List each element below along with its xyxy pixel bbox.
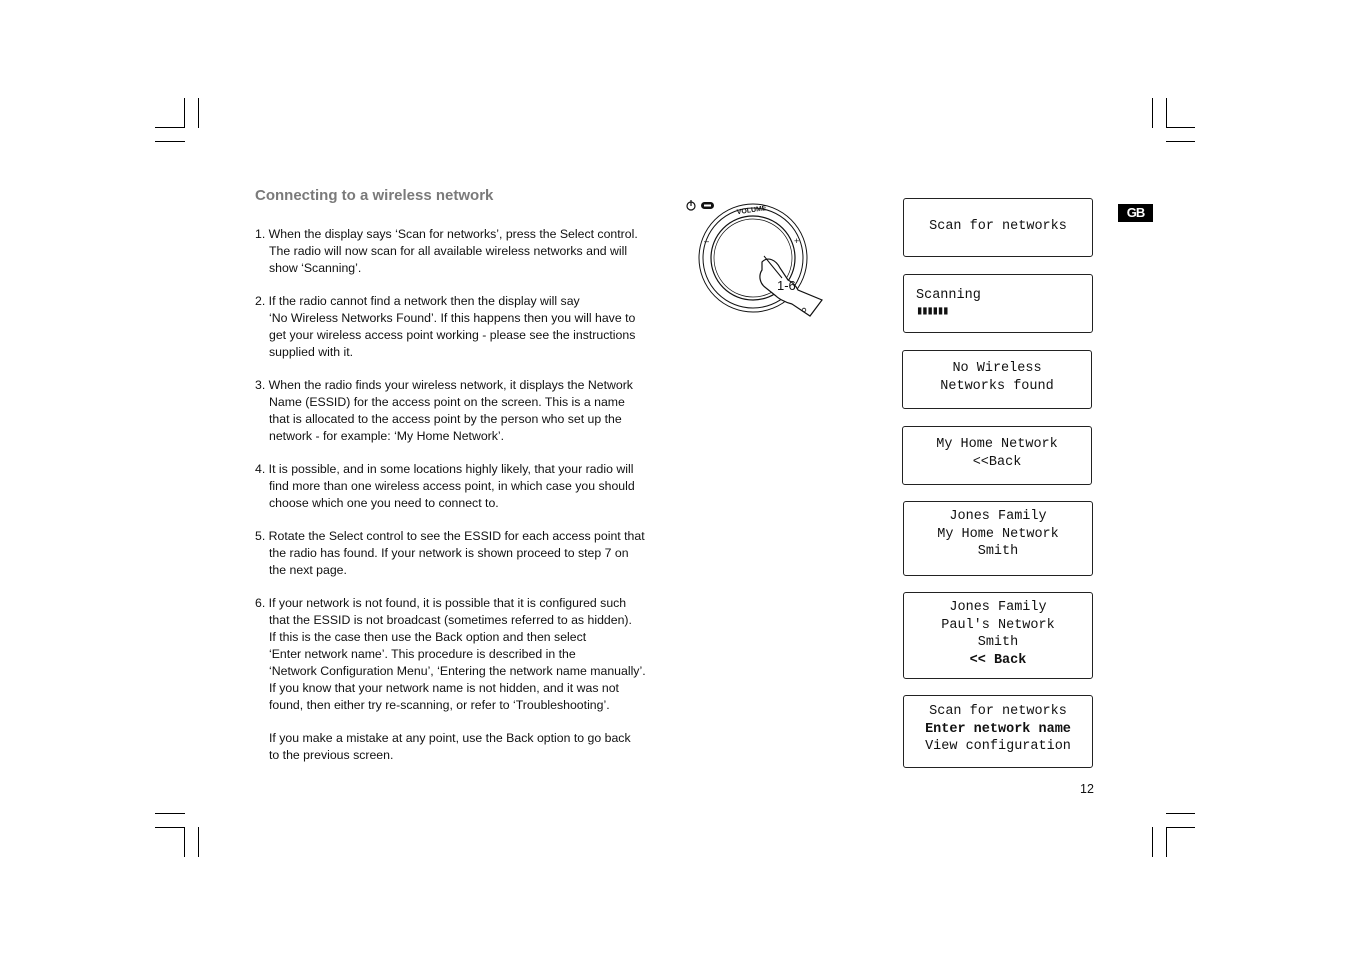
page-number: 12 xyxy=(1080,782,1094,796)
display-no-wireless xyxy=(902,350,1092,409)
crop-mark xyxy=(184,98,185,128)
display-scan-for-networks xyxy=(903,198,1093,257)
crop-mark xyxy=(198,827,199,857)
page-heading: Connecting to a wireless network xyxy=(255,187,494,204)
display-line: Paul's Network xyxy=(941,617,1055,633)
display-my-home-network xyxy=(902,426,1092,485)
volume-label: VOLUME xyxy=(736,205,768,217)
display-line: <<Back xyxy=(972,454,1022,470)
power-icon xyxy=(687,200,695,210)
instruction-steps xyxy=(255,226,675,764)
crop-mark xyxy=(1166,827,1167,857)
display-line-selected: Enter network name xyxy=(925,721,1071,737)
display-line: My Home Network xyxy=(937,526,1059,542)
crop-mark xyxy=(1152,827,1153,857)
svg-text:+: + xyxy=(794,236,800,246)
crop-mark xyxy=(155,141,185,142)
back-note: If you make a mistake at any point, use the Back option to go back to the previous screen. xyxy=(269,731,631,762)
crop-mark xyxy=(155,813,185,814)
crop-mark xyxy=(1166,813,1195,814)
step-2: 2. If the radio cannot find a network then the display will say ‘No Wireless Networks Found’. If this happens then you will have to get your wireless access point working - please see the instructions supplied with it. xyxy=(255,294,636,359)
crop-mark xyxy=(155,127,185,128)
svg-text:–: – xyxy=(704,236,710,246)
crop-mark xyxy=(1166,827,1195,828)
step-6: 6. If your network is not found, it is possible that it is configured such that the ESSID is not broadcast (sometimes referred to as hidden). If this is the case then use the Back option and then select ‘Enter network name’. This procedure is described in the ‘Network Configuration Menu’, ‘Entering the network name manually’. If you know that your network name is not hidden, and it was not found, then either try re-scanning, or refer to ‘Troubleshooting’. xyxy=(255,596,646,712)
display-line-selected: << Back xyxy=(969,652,1027,668)
step-range-label: 1-6 xyxy=(777,278,796,293)
display-line: Jones Family xyxy=(949,509,1047,524)
display-line: Jones Family xyxy=(949,600,1047,615)
display-line: My Home Network xyxy=(936,437,1058,452)
display-line: Smith xyxy=(977,544,1019,559)
crop-mark xyxy=(184,827,185,857)
step-4: 4. It is possible, and in some locations highly likely, that your radio will find more than one wireless access point, in which case you should choose which one you need to connect to. xyxy=(255,462,635,510)
display-line: Scanning xyxy=(916,288,981,303)
display-line: Scan for networks xyxy=(929,219,1067,234)
display-network-list xyxy=(903,501,1093,576)
display-line: No Wireless xyxy=(952,361,1042,376)
display-line: View configuration xyxy=(925,739,1071,754)
display-network-menu xyxy=(903,695,1093,768)
select-control-illustration xyxy=(684,196,829,321)
display-line: Smith xyxy=(977,635,1019,650)
display-line: Scan for networks xyxy=(929,704,1067,719)
display-scanning xyxy=(903,274,1093,333)
step-5: 5. Rotate the Select control to see the ESSID for each access point that the radio has found. If your network is shown proceed to step 7 on the next page. xyxy=(255,529,645,577)
display-network-list-back xyxy=(903,592,1093,679)
step-1: 1. When the display says ‘Scan for networks’, press the Select control. The radio will now scan for all available wireless networks and will show ‘Scanning’. xyxy=(255,227,638,275)
scan-progress-bar: ▮▮▮▮▮▮ xyxy=(916,303,948,318)
crop-mark xyxy=(1166,98,1167,128)
crop-mark xyxy=(1166,127,1195,128)
crop-mark xyxy=(1152,98,1153,128)
step-3: 3. When the radio finds your wireless network, it displays the Network Name (ESSID) for the access point on the screen. This is a name that is allocated to the access point by the person who set up the network - for example: ‘My Home Network’. xyxy=(255,378,633,443)
crop-mark xyxy=(1166,141,1195,142)
language-badge: GB xyxy=(1118,204,1153,222)
display-line: Networks found xyxy=(940,378,1054,394)
crop-mark xyxy=(198,98,199,128)
crop-mark xyxy=(155,827,185,828)
